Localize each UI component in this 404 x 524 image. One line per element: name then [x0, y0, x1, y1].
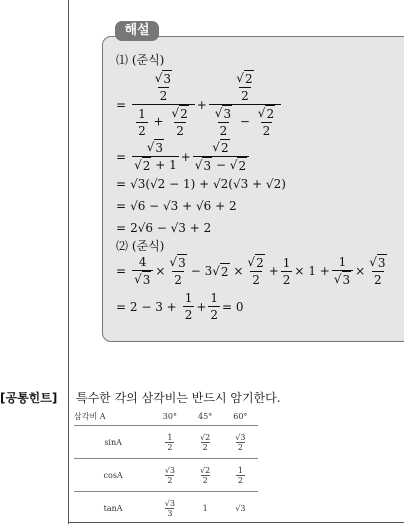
eq-line-7: = 2 − 3 + 1 2 + $\frac{1}{2}$ = 0	[116, 291, 244, 322]
table-cell: $\frac{√3}{2}$	[152, 459, 187, 492]
table-cell: $\frac{√2}{2}$	[188, 426, 223, 459]
header-cell: 삼각비 A	[74, 407, 152, 426]
header-cell: 30°	[152, 407, 187, 426]
table-header-row	[74, 407, 258, 426]
table-row	[74, 492, 258, 524]
header-cell: 60°	[223, 407, 258, 426]
row-name: cosA	[74, 459, 152, 492]
eq-line-2: = √ 3 √ 2 + 1 + √ 2 √ 3 − √ 2	[116, 139, 404, 174]
page-margin-line	[68, 0, 69, 524]
table-cell: $\frac{1}{2}$	[223, 459, 258, 492]
eq-line-6: = 4 √ 3 × √ 3 2 − 3 √ 2 × √ 2 2 + $\frac{1}{2}$ × 1 + 1 √ 3 × √ 3 2	[116, 255, 386, 287]
hint-label: [공통힌트]	[0, 391, 58, 405]
table-cell: $\frac{1}{2}$	[152, 426, 187, 459]
eq-line-5: = 2√6 − √3 + 2	[116, 221, 212, 235]
solution-body	[116, 52, 404, 323]
table-cell: 1	[188, 492, 223, 524]
table-cell: √3	[223, 492, 258, 524]
table-row	[74, 459, 258, 492]
table-row	[74, 426, 258, 459]
header-cell: 45°	[188, 407, 223, 426]
eq-line-1: = √ 3 2 $\frac{1}{2}$ + √ 2 2 + √ 2 2 √ 3 2 − √ 2 2	[116, 70, 404, 139]
part1-label: ⑴ (준식)	[116, 53, 165, 67]
hint-text: 특수한 각의 삼각비는 반드시 암기한다.	[76, 391, 281, 405]
trig-table	[74, 407, 258, 524]
solution-label: 해설	[115, 21, 159, 41]
row-name: tanA	[74, 492, 152, 524]
table-cell: $\frac{√3}{3}$	[152, 492, 187, 524]
part2-label: ⑵ (준식)	[116, 239, 165, 253]
table-cell: $\frac{√3}{2}$	[223, 426, 258, 459]
table-cell: $\frac{√2}{2}$	[188, 459, 223, 492]
eq-line-3: = √3(√2 − 1) + √2(√3 + √2)	[116, 177, 286, 191]
row-name: sinA	[74, 426, 152, 459]
eq-line-4: = √6 − √3 + √6 + 2	[116, 199, 237, 213]
